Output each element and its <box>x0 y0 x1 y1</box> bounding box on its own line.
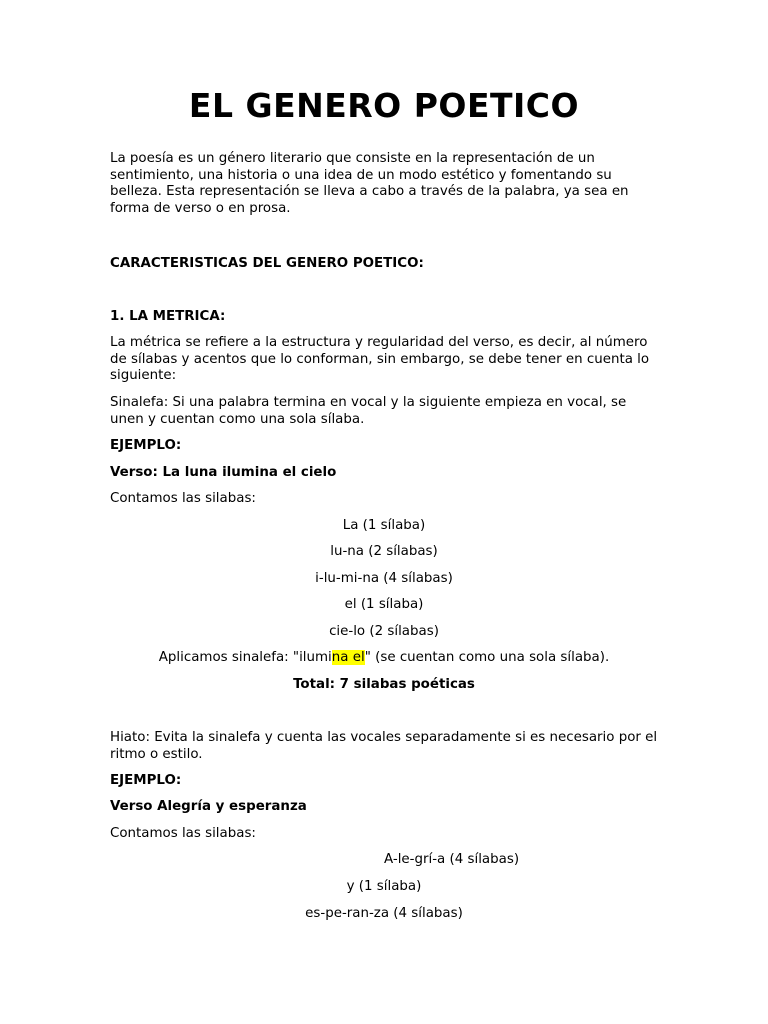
sinalefa-application <box>110 650 658 667</box>
syllable-line: i-lu-mi-na (4 sílabas) <box>315 571 453 586</box>
syllable-line: La (1 sílaba) <box>342 518 426 533</box>
metrica-description: La métrica se refiere a la estructura y regularidad del verso, es decir, al número de sílabas y acentos que lo conforman, sin embargo, se debe tener en cuenta lo siguiente: <box>110 335 650 384</box>
apply-text-start: Aplicamos sinalefa: "ilumi <box>158 650 332 665</box>
metrica-count-intro: Contamos las silabas: <box>110 491 256 506</box>
metrica-heading: 1. LA METRICA: <box>110 309 226 324</box>
characteristics-heading: CARACTERISTICAS DEL GENERO POETICO: <box>110 256 424 271</box>
metrica-example-label: EJEMPLO: <box>110 438 182 453</box>
syllable-line: lu-na (2 sílabas) <box>330 544 438 559</box>
document-title: EL GENERO POETICO <box>188 86 580 125</box>
syllable-line: el (1 sílaba) <box>344 597 424 612</box>
hiato-example-label: EJEMPLO: <box>110 773 182 788</box>
hiato-count-intro: Contamos las silabas: <box>110 826 256 841</box>
apply-text-end: " (se cuentan como una sola sílaba). <box>364 650 610 665</box>
sinalefa-paragraph: Sinalefa: Si una palabra termina en vocal y la siguiente empieza en vocal, se unen y cuentan como una sola sílaba. <box>110 395 627 427</box>
syllable-line: cie-lo (2 sílabas) <box>329 624 439 639</box>
intro-paragraph: La poesía es un género literario que consiste en la representación de un sentimiento, una historia o una idea de un modo estético y fomentando su belleza. Esta representación se lleva a cabo a través de la palabra, ya sea en forma de verso o en prosa. <box>110 151 629 216</box>
highlighted-text: na el <box>331 650 365 665</box>
hiato-verse: Verso Alegría y esperanza <box>110 799 307 814</box>
hiato-syllable-line: es-pe-ran-za (4 sílabas) <box>305 906 463 921</box>
metrica-verse: Verso: La luna ilumina el cielo <box>110 465 337 480</box>
hiato-description: Hiato: Evita la sinalefa y cuenta las vocales separadamente si es necesario por el ritmo o estilo. <box>110 730 658 762</box>
hiato-syllable-line: A-le-grí-a (4 sílabas) <box>384 852 520 867</box>
metrica-total: Total: 7 silabas poéticas <box>293 677 475 692</box>
hiato-syllable-line: y (1 sílaba) <box>346 879 422 894</box>
